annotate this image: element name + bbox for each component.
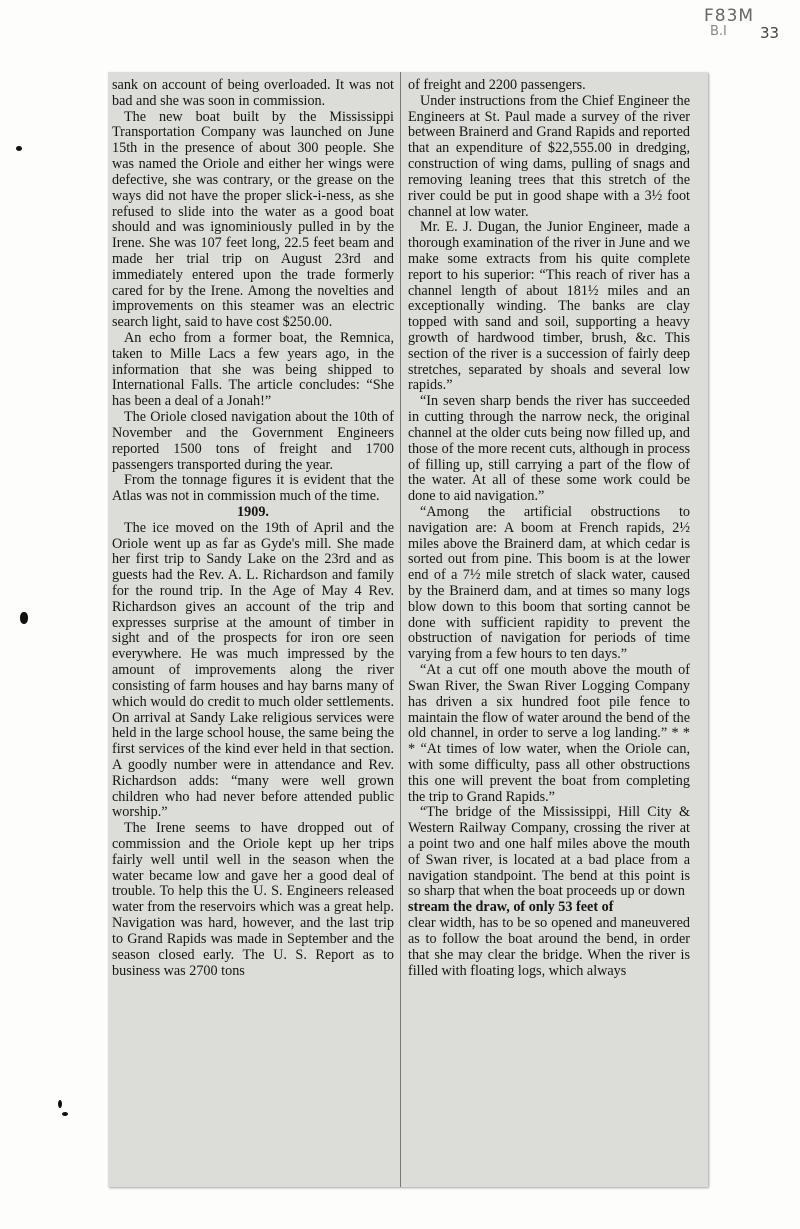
article-paragraph: The ice moved on the 19th of April and the Oriole went up as far as Gyde's mill. She made her first trip to Sandy Lake on the 23rd and as guests had the Rev. A. L. Richardson and family for the round trip. In the Age of May 4 Rev. Richardson gives an account of the trip and expresses surprise at the amount of timber in sight and of the prospects for iron ore seen everywhere. He was much impressed by the amount of improvements along the river consisting of farm houses and hay barns many of which would do credit to much older settlements. On arrival at Sandy Lake religious services were held in the large school house, the same being the first services of the kind ever held in that section. A goodly number were in attendance and Rev. Richardson adds: “many were well grown children who had never before attended public worship.” (112, 519, 394, 821)
newspaper-clipping (108, 72, 708, 1187)
article-paragraph: of freight and 2200 passengers. (408, 78, 586, 93)
accession-number-handwritten: F83M (704, 6, 755, 26)
accession-subnote-handwritten: B.I (710, 24, 727, 39)
bold-text: stream the draw, of only 53 feet of (408, 899, 614, 916)
binder-mark (16, 146, 22, 151)
article-paragraph: The new boat built by the Mississippi Transportation Company was launched on June 15th in the presence of about 300 people. She was named the Oriole and either her wings were defective, she was contrary, or the grease on the ways did not have the proper slick-i-ness, as she refused to slide into the water as a good boat should and was ignominiously pulled in by the Irene. She was 107 feet long, 22.5 feet beam and made her trial trip on August 23rd and immediately entered upon the trade formerly cared for by the Irene. Among the novelties and improvements on this steamer was an electric search light, said to have cost $250.00. (112, 108, 394, 331)
article-paragraph: Mr. E. J. Dugan, the Junior Engineer, made a thorough examination of the river in June and we make some extracts from his quite complete report to his superior: “This reach of river has a channel length of about 181½ miles and an exceptionally winding. The banks are clay topped with sand and soil, supporting a heavy growth of hardwood timber, brush, &c. This section of the river is a succession of fairly deep stretches, separated by shoals and several low rapids.” (408, 219, 690, 394)
binder-mark (20, 612, 28, 624)
article-paragraph: From the tonnage figures it is evident that the Atlas was not in commission much of the time. (112, 472, 394, 505)
article-paragraph (408, 900, 690, 916)
article-paragraph: “At a cut off one mouth above the mouth of Swan River, the Swan River Logging Company has driven a six hundred foot pile fence to maintain the flow of water around the bend of the old channel, in order to serve a log landing.” * * * “At times of low water, when the Oriole can, with some difficulty, pass all other obstructions this one will prevent the boat from completing the trip to Grand Rapids.” (408, 662, 690, 805)
article-paragraph: The Oriole closed navigation about the 10th of November and the Government Engineers reported 1500 tons of freight and 1700 passengers transported during the year. (112, 409, 394, 473)
article-paragraph: Under instructions from the Chief Engineer the Engineers at St. Paul made a survey of the river between Brainerd and Grand Rapids and reported that an expenditure of $22,555.00 in dredging, construction of wing dams, pulling of snags and removing leaning trees that this stretch of the river could be put in good shape with a 3½ foot channel at low water. (408, 92, 690, 220)
binder-mark (58, 1100, 62, 1108)
article-paragraph: clear width, has to be so opened and maneuvered as to follow the boat around the bend, in order that she may clear the bridge. When the river is filled with floating logs, which always (408, 915, 690, 979)
page-number: 33 (760, 24, 780, 42)
year-heading: 1909. (237, 503, 269, 520)
article-paragraph: sank on account of being overloaded. It was not bad and she was soon in commission. (112, 78, 394, 109)
column-rule (400, 72, 401, 1187)
article-paragraph: An echo from a former boat, the Remnica, taken to Mille Lacs a few years ago, in the information that she was being shipped to International Falls. The article concludes: “She has been a deal of a Jonah!” (112, 330, 394, 410)
article-paragraph: “Among the artificial obstructions to navigation are: A boom at French rapids, 2½ miles above the Brainerd dam, at which cedar is sorted out from pine. This boom is at the lower end of a 7½ mile stretch of slack water, caused by the Brainerd dam, and at times so many logs blow down to this boom that sorting cannot be done with sufficient rapidity to prevent the obstruction of navigation for periods of time varying from a few hours to ten days.” (408, 503, 690, 663)
article-paragraph: “In seven sharp bends the river has succeeded in cutting through the narrow neck, the original channel at the older cuts being now filled up, and those of the more recent cuts, although in process of filling up, still carrying a part of the flow of the water. At all of these some work could be done to aid navigation.” (408, 393, 690, 505)
left-column (112, 78, 394, 1178)
article-paragraph: “The bridge of the Mississippi, Hill City & Western Railway Company, crossing the river at a point two and one half miles above the mouth of Swan river, is located at a bad place from a navigation standpoint. The bend at this point is so sharp that when the boat proceeds up or down (408, 804, 690, 900)
article-paragraph: The Irene seems to have dropped out of commission and the Oriole kept up her trips fairly well until well in the season when the water became low and gave her a good deal of trouble. To help this the U. S. Engineers released water from the reservoirs which was a great help. Navigation was hard, however, and the last trip to Grand Rapids was made in September and the season closed early. The U. S. Report as to business was 2700 tons (112, 820, 394, 979)
binder-mark (62, 1112, 68, 1116)
right-column (408, 78, 690, 1178)
